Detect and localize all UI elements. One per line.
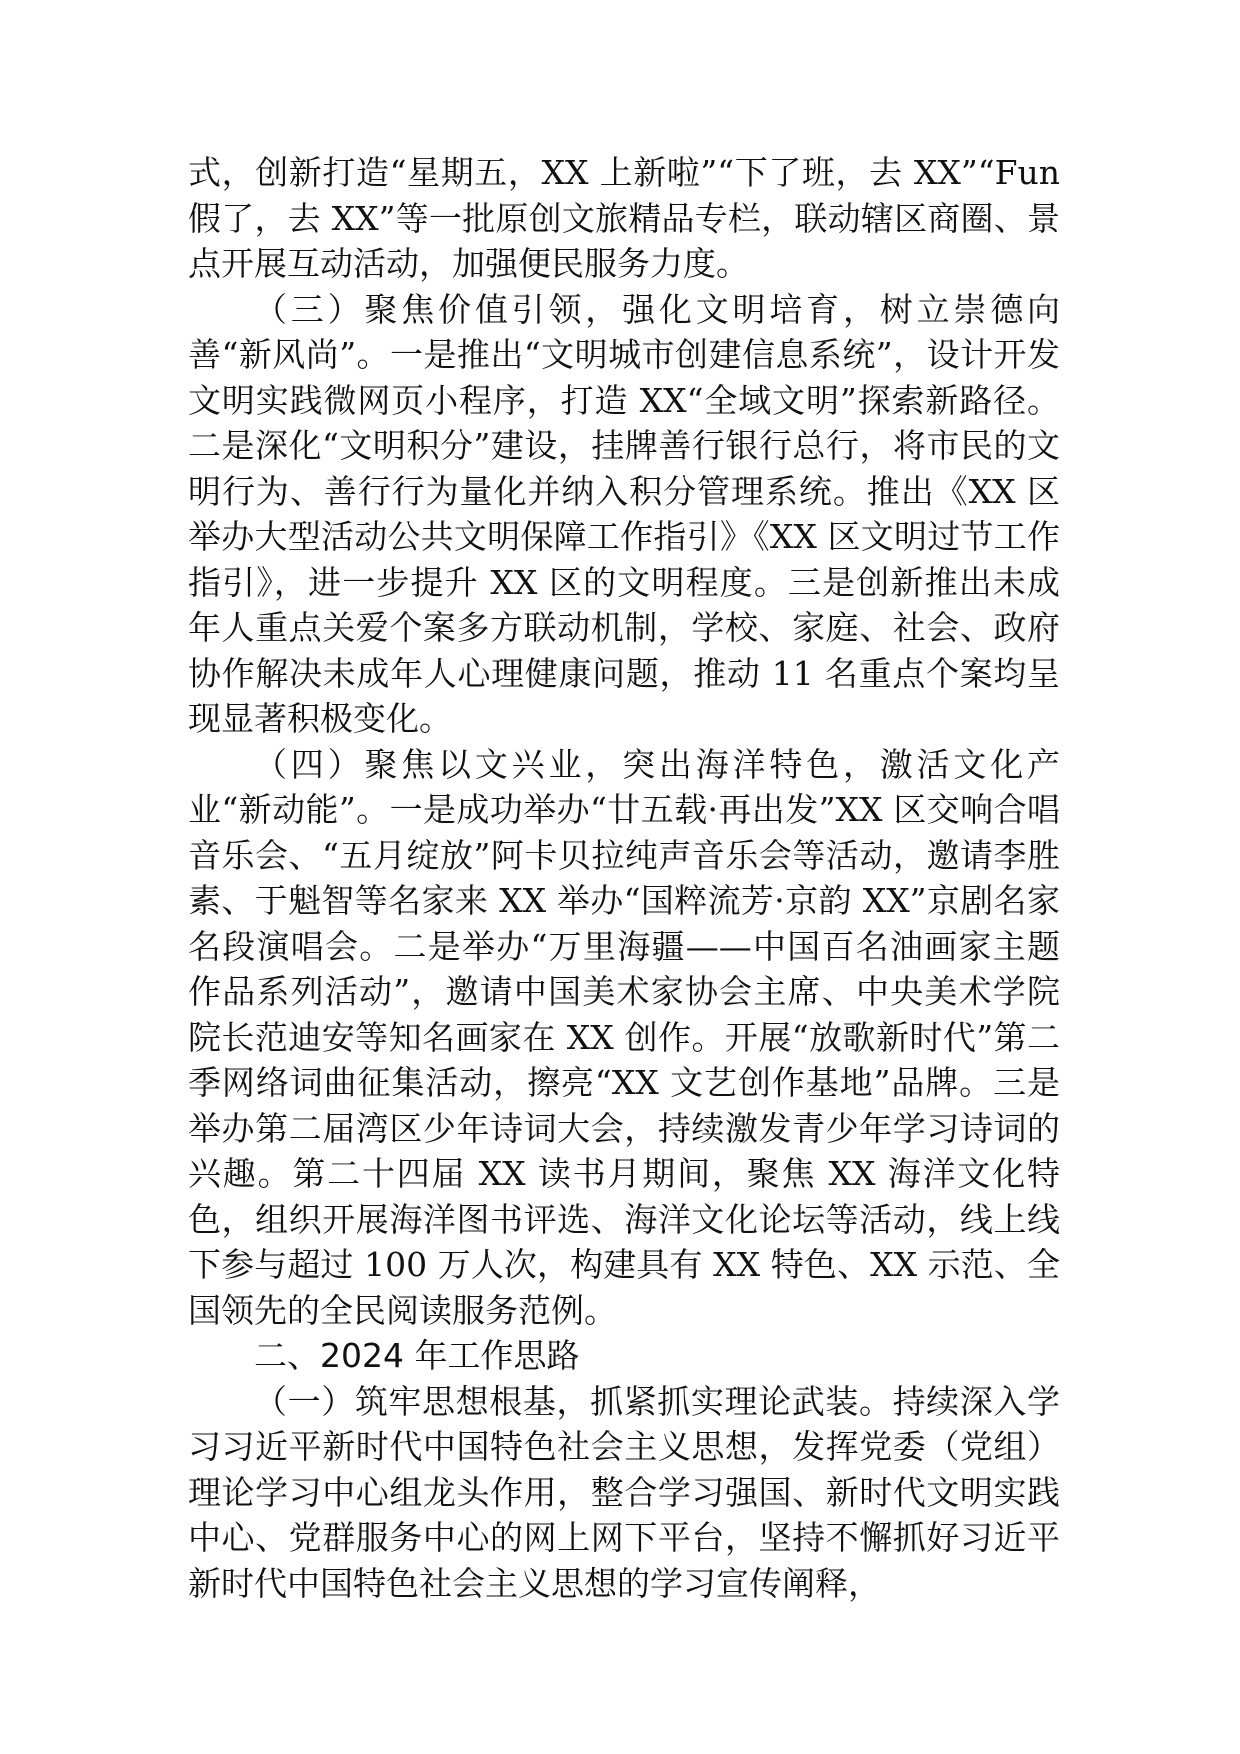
- section-heading-2024-work-plan: 二、2024 年工作思路: [254, 1336, 580, 1375]
- paragraph-theory-arming: （一）筑牢思想根基，抓紧抓实理论武装。持续深入学习习近平新时代中国特色社会主义思想，发挥党委（党组）理论学习中心组龙头作用，整合学习强国、新时代文明实践中心、党群服务中心的网上网下平台，坚持不懈抓好习近平新时代中国特色社会主义思想的学习宣传阐释，: [188, 1381, 1060, 1603]
- paragraph-cultural-industry: （四）聚焦以文兴业，突出海洋特色，激活文化产业“新动能”。一是成功举办“廿五载·再出发”XX 区交响合唱音乐会、“五月绽放”阿卡贝拉纯声音乐会等活动，邀请李胜素、于魁智等名家来 XX 举办“国粹流芳·京韵 XX”京剧名家名段演唱会。二是举办“万里海疆——中国百名油画家主题作品系列活动”，邀请中国美术家协会主席、中央美术学院院长范迪安等知名画家在 XX 创作。开展“放歌新时代”第二季网络词曲征集活动，擦亮“XX 文艺创作基地”品牌。三是举办第二届湾区少年诗词大会，持续激发青少年学习诗词的兴趣。第二十四届 XX 读书月期间，聚焦 XX 海洋文化特色，组织开展海洋图书评选、海洋文化论坛等活动，线上线下参与超过 100 万人次，构建具有 XX 特色、XX 示范、全国领先的全民阅读服务范例。: [188, 744, 1060, 1330]
- paragraph-continuation: 式，创新打造“星期五，XX 上新啦”“下了班，去 XX”“Fun 假了，去 XX”等一批原创文旅精品专栏，联动辖区商圈、景点开展互动活动，加强便民服务力度。: [188, 153, 1060, 283]
- document-body: [188, 150, 1060, 1606]
- paragraph-civilization-cultivation: （三）聚焦价值引领，强化文明培育，树立崇德向善“新风尚”。一是推出“文明城市创建信息系统”，设计开发文明实践微网页小程序，打造 XX“全域文明”探索新路径。二是深化“文明积分”建设，挂牌善行银行总行，将市民的文明行为、善行行为量化并纳入积分管理系统。推出《XX 区举办大型活动公共文明保障工作指引》《XX 区文明过节工作指引》，进一步提升 XX 区的文明程度。三是创新推出未成年人重点关爱个案多方联动机制，学校、家庭、社会、政府协作解决未成年人心理健康问题，推动 11 名重点个案均呈现显著积极变化。: [188, 289, 1060, 738]
